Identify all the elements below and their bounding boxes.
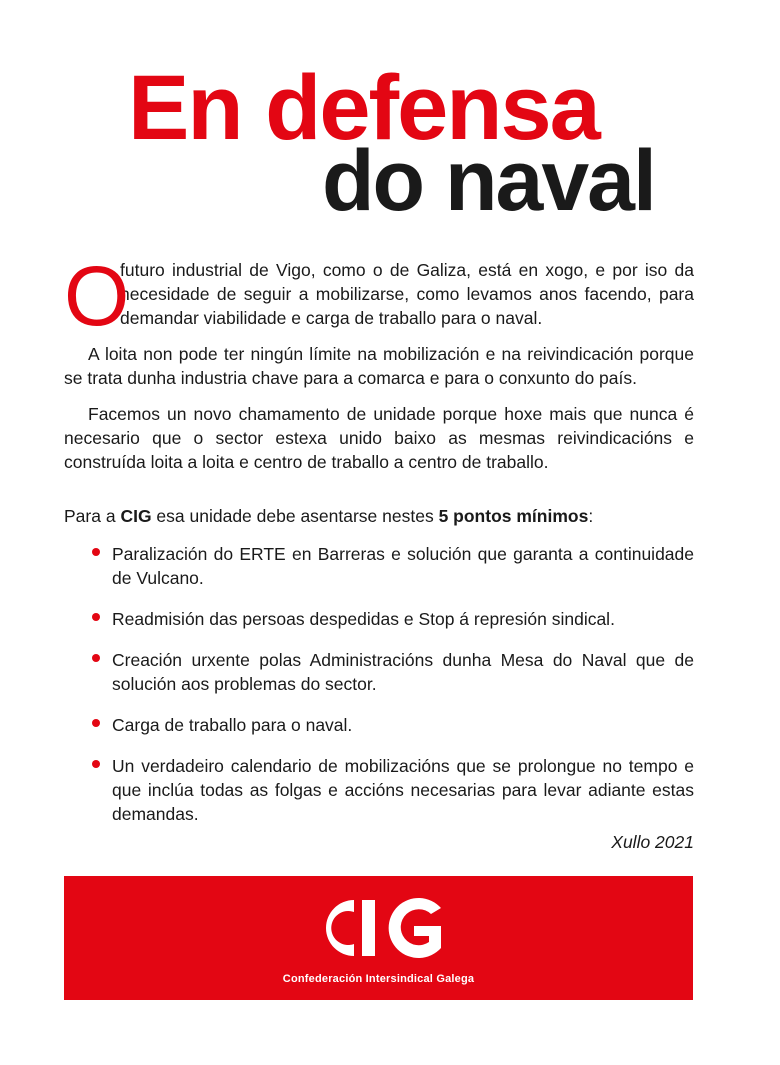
point-text: Carga de traballo para o naval.	[112, 715, 353, 735]
paragraph-2: A loita non pode ter ningún límite na mobilización e na reivindicación porque se trata dunha industria chave para a comarca e para o conxunto do país.	[64, 344, 694, 388]
intro-emphasis: 5 pontos mínimos	[438, 506, 589, 526]
organisation-name: Confederación Intersindical Galega	[282, 973, 475, 985]
points-list	[64, 542, 694, 826]
points-intro	[64, 504, 694, 528]
headline-line-1: En defensa	[128, 57, 599, 159]
bullet-icon	[92, 548, 100, 556]
paragraph-1	[64, 249, 694, 343]
intro-org: CIG	[120, 506, 152, 526]
intro-part-1: Para a	[64, 506, 121, 526]
cig-logo	[310, 894, 450, 962]
point-text: Readmisión das persoas despedidas e Stop á represión sindical.	[112, 609, 615, 629]
headline-line-2: do naval	[322, 133, 655, 229]
date-line: Xullo 2021	[611, 832, 694, 852]
bullet-icon	[92, 654, 100, 662]
bullet-icon	[92, 760, 100, 768]
footer-banner	[64, 876, 693, 1000]
point-text: Un verdadeiro calendario de mobilizacións que se prolongue no tempo e que inclúa todas as folgas e accións necesarias para levar adiante estas demandas.	[112, 756, 694, 824]
bullet-icon	[92, 719, 100, 727]
list-item	[64, 754, 694, 826]
list-item	[64, 542, 694, 590]
intro-part-2: esa unidade debe asentarse nestes	[151, 506, 439, 526]
list-item	[64, 607, 694, 631]
drop-cap: O	[64, 249, 130, 343]
list-item	[64, 648, 694, 696]
point-text: Paralización do ERTE en Barreras e solución que garanta a continuidade de Vulcano.	[112, 544, 694, 588]
point-text: Creación urxente polas Administracións dunha Mesa do Naval que de solución aos problemas do sector.	[112, 650, 694, 694]
intro-part-3: :	[588, 506, 594, 526]
bullet-icon	[92, 613, 100, 621]
list-item	[64, 713, 694, 737]
paragraph-3: Facemos un novo chamamento de unidade porque hoxe mais que nunca é necesario que o sector estexa unido baixo as mesmas reivindicacións e construída loita a loita e centro de traballo a centro de traballo.	[64, 404, 694, 472]
paragraph-1-text: futuro industrial de Vigo, como o de Galiza, está en xogo, e por iso da necesidade de seguir a mobilizarse, como levamos anos facendo, para demandar viabilidade e carga de traballo para o naval.	[120, 260, 694, 328]
body-content	[64, 249, 694, 843]
